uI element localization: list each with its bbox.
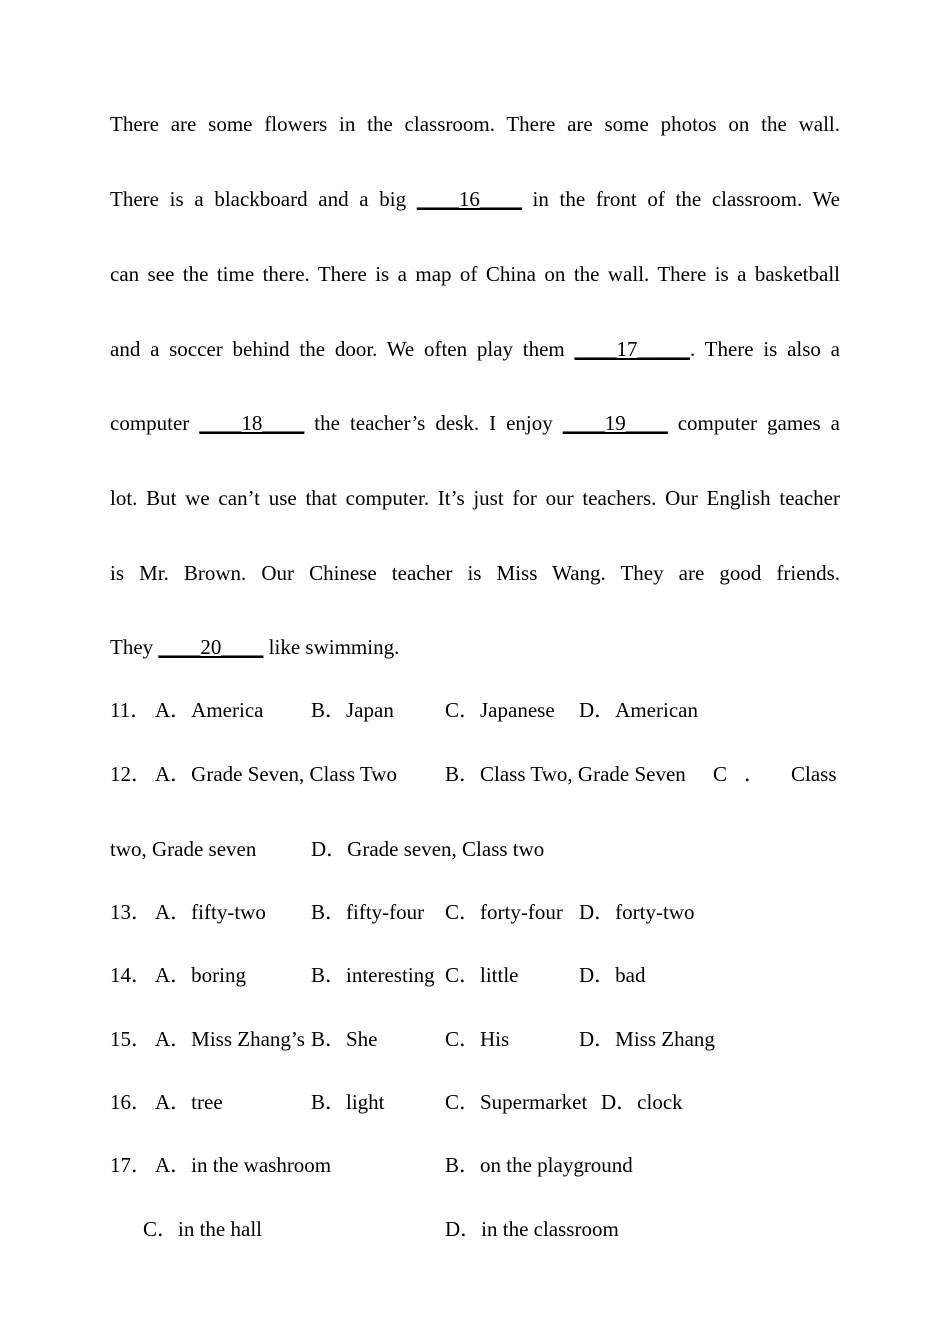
option-a[interactable]: A．tree	[155, 1090, 223, 1114]
passage-line-4	[110, 337, 840, 361]
question-number: 17．	[110, 1153, 152, 1177]
passage-text: computer games a	[667, 411, 840, 435]
option-c[interactable]: C．forty-four	[445, 900, 563, 924]
option-c-letter[interactable]: C	[713, 762, 728, 786]
option-b[interactable]: B．Class Two, Grade Seven	[445, 762, 686, 786]
option-a[interactable]: A．Miss Zhang’s	[155, 1027, 305, 1051]
blank-19[interactable]: ____19____	[562, 411, 668, 435]
option-a[interactable]: A．boring	[155, 963, 246, 987]
passage-text: the teacher’s desk. I enjoy	[304, 411, 563, 435]
option-d[interactable]: D．bad	[579, 963, 646, 987]
passage-line-1: There are some flowers in the classroom. There are some photos on the wall.	[110, 112, 840, 136]
option-a[interactable]: A．Grade Seven, Class Two	[155, 762, 397, 786]
option-c[interactable]: C．Japanese	[445, 698, 555, 722]
option-a[interactable]: A．America	[155, 698, 264, 722]
option-d[interactable]: D．Grade seven, Class two	[311, 837, 545, 861]
option-c[interactable]: C．in the hall	[143, 1217, 262, 1241]
question-number: 15．	[110, 1027, 152, 1051]
passage-line-5	[110, 411, 840, 435]
blank-16[interactable]: ____16____	[416, 187, 522, 211]
passage-text: . There is also a	[690, 337, 840, 361]
question-number: 16．	[110, 1090, 152, 1114]
blank-17[interactable]: ____17_____	[574, 337, 691, 361]
passage-line-3: can see the time there. There is a map of China on the wall. There is a basketball	[110, 262, 840, 286]
option-c[interactable]: C．little	[445, 963, 519, 987]
option-b[interactable]: B．on the playground	[445, 1153, 633, 1177]
option-c[interactable]: C．His	[445, 1027, 510, 1051]
option-c-dot: ．	[744, 762, 765, 786]
passage-line-6: lot. But we can’t use that computer. It’s just for our teachers. Our English teacher	[110, 486, 840, 510]
passage-text: They	[110, 635, 159, 659]
passage-text: and a soccer behind the door. We often play them	[110, 337, 575, 361]
passage-text: like swimming.	[263, 635, 400, 659]
option-b[interactable]: B．She	[311, 1027, 378, 1051]
blank-20[interactable]: ____20____	[158, 635, 264, 659]
passage-text: in the front of the classroom. We	[521, 187, 840, 211]
passage-line-8	[110, 635, 840, 659]
option-c-text-cont[interactable]: two, Grade seven	[110, 837, 257, 861]
passage-line-7: is Mr. Brown. Our Chinese teacher is Miss Wang. They are good friends.	[110, 561, 840, 585]
passage-line-2	[110, 187, 840, 211]
option-b[interactable]: B．fifty-four	[311, 900, 425, 924]
question-number: 14．	[110, 963, 152, 987]
option-b[interactable]: B．Japan	[311, 698, 394, 722]
option-b[interactable]: B．interesting	[311, 963, 435, 987]
question-number: 13．	[110, 900, 152, 924]
option-d[interactable]: D．forty-two	[579, 900, 695, 924]
option-c-text[interactable]: Class	[791, 762, 837, 786]
option-c[interactable]: C．Supermarket	[445, 1090, 588, 1114]
option-d[interactable]: D．clock	[601, 1090, 683, 1114]
blank-18[interactable]: ____18____	[199, 411, 305, 435]
option-d[interactable]: D．American	[579, 698, 698, 722]
question-number: 11．	[110, 698, 152, 722]
question-number: 12．	[110, 762, 152, 786]
passage-text: computer	[110, 411, 200, 435]
option-a[interactable]: A．fifty-two	[155, 900, 266, 924]
option-d[interactable]: D．Miss Zhang	[579, 1027, 715, 1051]
passage-text: There is a blackboard and a big	[110, 187, 417, 211]
option-d[interactable]: D．in the classroom	[445, 1217, 619, 1241]
option-b[interactable]: B．light	[311, 1090, 385, 1114]
option-a[interactable]: A．in the washroom	[155, 1153, 332, 1177]
